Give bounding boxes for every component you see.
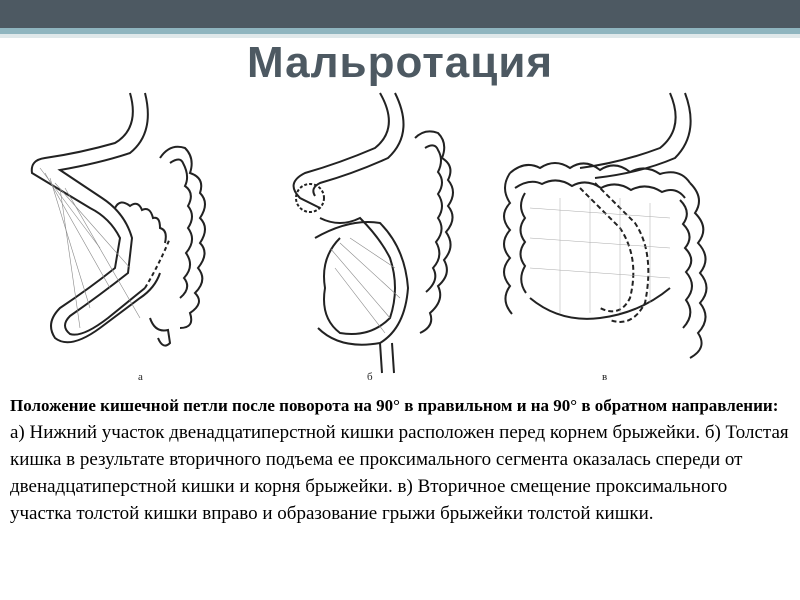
slide-title: Мальротация	[246, 38, 554, 87]
panel-a-label: а	[138, 371, 143, 383]
panel-a-drawing	[32, 93, 205, 346]
panel-c-drawing	[504, 93, 707, 358]
header-bar	[0, 0, 800, 28]
malrotation-illustration	[20, 88, 780, 388]
figure-caption	[10, 392, 790, 527]
caption-body: а) Нижний участок двенадцатиперстной кишки расположен перед корнем брыжейки. б) Толстая кишка в результате вторичного подъема ее проксимального сегмента оказалась спереди от двенадцатиперстной кишки и корня брыжейки. в) Вторичное смещение проксимального участка толстой кишки вправо и образование грыжи брыжейки толстой кишки.	[10, 422, 789, 524]
panel-b-label: б	[367, 371, 373, 383]
panel-c-mesentery-lines	[530, 198, 670, 313]
panel-b-drawing	[294, 93, 453, 373]
panel-c-label: в	[602, 371, 608, 383]
caption-bold-lead: Положение кишечной петли после поворота на 90° в правильном и на 90° в обратном направлении:	[10, 396, 779, 415]
